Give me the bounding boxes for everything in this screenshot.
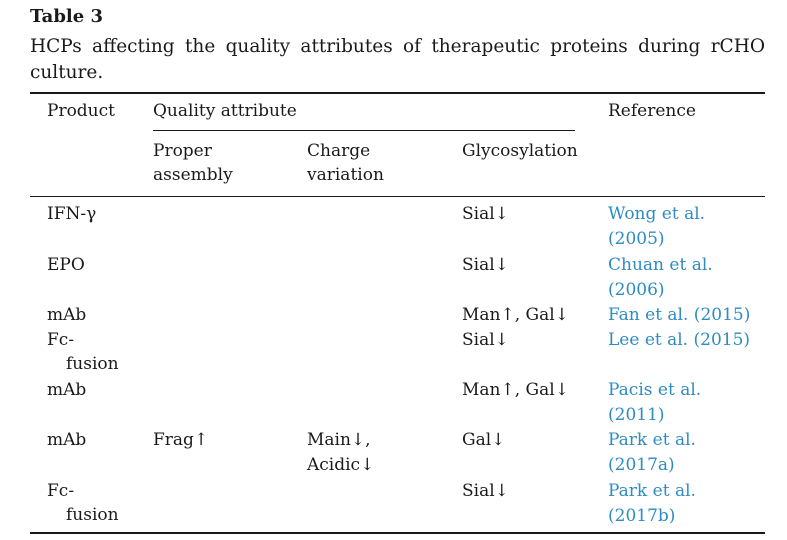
row-product: Fc-: [47, 481, 75, 501]
header-charge-variation-line1: Charge: [307, 141, 371, 161]
bottom-rule: [30, 532, 765, 534]
row-reference-link[interactable]: Chuan et al.: [608, 255, 713, 275]
header-glycosylation: Glycosylation: [462, 141, 578, 161]
row-reference-link[interactable]: (2017b): [608, 506, 676, 526]
header-proper-assembly-line1: Proper: [153, 141, 212, 161]
row-product: IFN-γ: [47, 204, 97, 224]
row-reference-link[interactable]: Lee et al. (2015): [608, 330, 751, 350]
row-product: fusion: [66, 505, 119, 525]
row-product: fusion: [66, 354, 119, 374]
row-proper-assembly: Frag↑: [153, 430, 209, 450]
row-glycosylation: Sial↓: [462, 255, 509, 275]
row-charge-variation: Main↓,: [307, 430, 371, 450]
top-rule: [30, 92, 765, 94]
header-product: Product: [47, 101, 115, 121]
row-reference-link[interactable]: (2006): [608, 280, 665, 300]
header-reference: Reference: [608, 101, 696, 121]
row-reference-link[interactable]: Fan et al. (2015): [608, 305, 751, 325]
row-glycosylation: Sial↓: [462, 481, 509, 501]
header-charge-variation-line2: variation: [307, 165, 384, 185]
table-label: Table 3: [30, 6, 104, 27]
quality-attribute-rule: [153, 130, 575, 131]
header-quality-attribute: Quality attribute: [153, 101, 297, 121]
row-reference-link[interactable]: (2011): [608, 405, 665, 425]
row-glycosylation: Gal↓: [462, 430, 506, 450]
row-product: Fc-: [47, 330, 75, 350]
row-reference-link[interactable]: Wong et al.: [608, 204, 706, 224]
header-proper-assembly-line2: assembly: [153, 165, 233, 185]
row-product: mAb: [47, 430, 87, 450]
table-caption: HCPs affecting the quality attributes of therapeutic proteins during rCHO culture.: [30, 36, 765, 83]
row-glycosylation: Man↑, Gal↓: [462, 305, 569, 325]
row-glycosylation: Sial↓: [462, 330, 509, 350]
row-reference-link[interactable]: Pacis et al.: [608, 380, 702, 400]
row-reference-link[interactable]: (2017a): [608, 455, 675, 475]
row-charge-variation: Acidic↓: [307, 455, 375, 475]
row-reference-link[interactable]: Park et al.: [608, 481, 696, 501]
row-glycosylation: Man↑, Gal↓: [462, 380, 569, 400]
row-reference-link[interactable]: (2005): [608, 229, 665, 249]
row-product: EPO: [47, 255, 85, 275]
row-product: mAb: [47, 380, 87, 400]
row-product: mAb: [47, 305, 87, 325]
header-rule: [30, 196, 765, 197]
row-reference-link[interactable]: Park et al.: [608, 430, 696, 450]
row-glycosylation: Sial↓: [462, 204, 509, 224]
